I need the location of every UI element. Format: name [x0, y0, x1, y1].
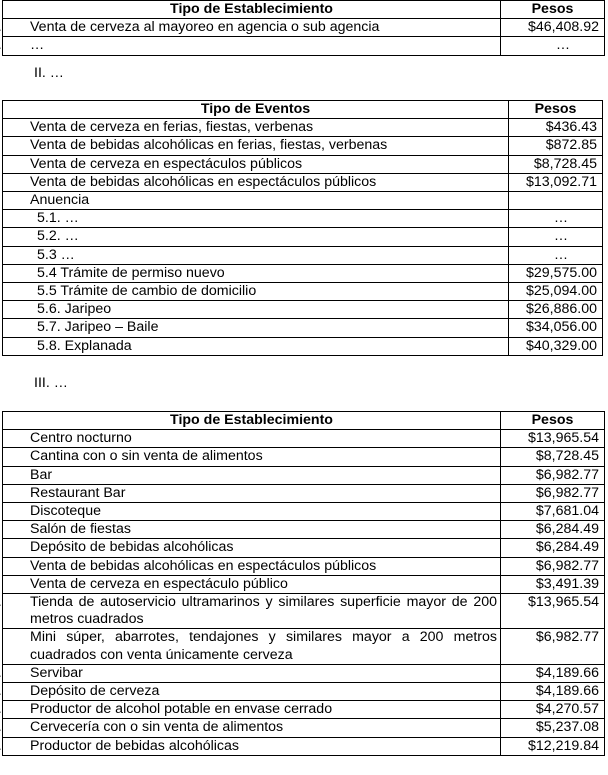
row-price: $6,982.77 [501, 629, 605, 664]
row-number [6, 485, 30, 502]
row-price: $40,329.00 [509, 337, 603, 355]
table-row [3, 264, 603, 282]
table-row [3, 319, 603, 337]
row-description [3, 719, 501, 737]
table-establecimiento-top [2, 0, 605, 56]
row-text: Venta de cerveza al mayoreo en agencia o sub agencia [30, 19, 380, 36]
row-price: $436.43 [509, 119, 603, 137]
row-text: Discoteque [30, 503, 101, 520]
table-row [3, 173, 603, 191]
section-iii: III. … [34, 375, 68, 391]
row-text: Anuencia [30, 192, 90, 209]
row-number [6, 576, 30, 593]
table-row [3, 539, 605, 557]
row-description [3, 737, 501, 755]
row-description [3, 503, 501, 521]
table-row [3, 484, 605, 502]
row-price: $46,408.92 [501, 19, 605, 37]
table-row [3, 19, 605, 37]
col-header-price: Pesos [509, 101, 603, 119]
row-text: Productor de bebidas alcohólicas [30, 737, 240, 754]
row-text: 5.2. … [37, 228, 79, 245]
row-number [6, 430, 30, 447]
row-price: $8,728.45 [509, 155, 603, 173]
row-price: $3,491.39 [501, 575, 605, 593]
row-number [6, 37, 30, 54]
row-text: 5.6. Jaripeo [37, 301, 112, 318]
table-row [3, 155, 603, 173]
row-price: $13,092.71 [509, 173, 603, 191]
row-price: $872.85 [509, 137, 603, 155]
row-price: … [501, 37, 605, 55]
table-establecimiento [2, 411, 605, 756]
row-price: $6,982.77 [501, 557, 605, 575]
col-header-type: Tipo de Establecimiento [3, 412, 501, 430]
table-body [3, 19, 605, 55]
row-description [3, 701, 501, 719]
table-row [3, 594, 605, 629]
table-row [3, 664, 605, 682]
row-price: … [509, 228, 603, 246]
row-number [6, 629, 30, 646]
row-text: … [30, 37, 45, 54]
row-description [3, 155, 509, 173]
table-row [3, 466, 605, 484]
row-number [6, 174, 30, 191]
row-text: Servibar [30, 664, 83, 681]
row-description [3, 430, 501, 448]
row-number [6, 738, 30, 755]
row-text: Venta de bebidas alcohólicas en espectáculos públicos [30, 173, 377, 190]
table-row [3, 119, 603, 137]
row-description [3, 210, 509, 228]
row-price: $13,965.54 [501, 430, 605, 448]
table-row [3, 228, 603, 246]
table-row [3, 283, 603, 301]
row-number [6, 156, 30, 173]
row-description [3, 557, 501, 575]
row-price: $26,886.00 [509, 301, 603, 319]
row-text: Centro nocturno [30, 430, 132, 447]
row-text: 5.3 … [37, 246, 75, 263]
row-number [6, 19, 30, 36]
row-description [3, 264, 509, 282]
col-header-price: Pesos [501, 1, 605, 19]
row-price: $29,575.00 [509, 264, 603, 282]
row-price: … [509, 210, 603, 228]
row-price: $8,728.45 [501, 448, 605, 466]
table-row [3, 192, 603, 210]
row-number [6, 503, 30, 520]
row-price: $4,189.66 [501, 664, 605, 682]
table-body [3, 430, 605, 756]
row-price: $34,056.00 [509, 319, 603, 337]
row-text: Salón de fiestas [30, 521, 131, 538]
row-text: Productor de alcohol potable en envase cerrado [30, 701, 333, 718]
row-text: Bar [30, 466, 53, 483]
row-text: 5.8. Explanada [37, 337, 132, 354]
row-number [6, 683, 30, 700]
row-price: $7,681.04 [501, 503, 605, 521]
row-price: $4,189.66 [501, 683, 605, 701]
table-body [3, 119, 603, 356]
row-number [6, 539, 30, 556]
row-number [6, 119, 30, 136]
row-price [509, 192, 603, 210]
row-price: $6,284.49 [501, 539, 605, 557]
row-price: $25,094.00 [509, 283, 603, 301]
row-description [3, 629, 501, 664]
row-number [6, 701, 30, 718]
row-text: Venta de bebidas alcohólicas en espectáculos públicos [30, 557, 377, 574]
row-number [6, 521, 30, 538]
col-header-price: Pesos [501, 412, 605, 430]
row-number [6, 594, 30, 611]
table-row [3, 701, 605, 719]
row-number [6, 448, 30, 465]
row-description [3, 283, 509, 301]
row-description [3, 448, 501, 466]
table-row [3, 503, 605, 521]
row-text: Depósito de cerveza [30, 683, 160, 700]
row-text: Venta de cerveza en espectáculos públicos [30, 155, 303, 172]
row-description [3, 539, 501, 557]
row-description [3, 664, 501, 682]
row-description [3, 19, 501, 37]
row-text: Depósito de bebidas alcohólicas [30, 539, 234, 556]
table-header-row [3, 412, 605, 430]
row-description [3, 173, 509, 191]
row-description [3, 228, 509, 246]
table-row [3, 37, 605, 55]
table-row [3, 430, 605, 448]
row-price: … [509, 246, 603, 264]
row-description [3, 301, 509, 319]
table-row [3, 246, 603, 264]
row-description [3, 466, 501, 484]
col-header-type: Tipo de Establecimiento [3, 1, 501, 19]
row-number [6, 719, 30, 736]
table-row [3, 210, 603, 228]
table-row [3, 337, 603, 355]
row-price: $4,270.57 [501, 701, 605, 719]
row-number [6, 192, 30, 209]
row-description [3, 319, 509, 337]
row-text: Cantina con o sin venta de alimentos [30, 448, 263, 465]
row-text: Venta de bebidas alcohólicas en ferias, fiestas, verbenas [30, 137, 388, 154]
row-description [3, 137, 509, 155]
section-ii: II. … [34, 65, 64, 81]
row-text: 5.1. … [37, 210, 79, 227]
table-row [3, 683, 605, 701]
row-price: $6,982.77 [501, 484, 605, 502]
table-row [3, 557, 605, 575]
row-number [6, 665, 30, 682]
table-row [3, 137, 603, 155]
row-price: $6,284.49 [501, 521, 605, 539]
row-price: $5,237.08 [501, 719, 605, 737]
row-description [3, 246, 509, 264]
row-text: Venta de cerveza en ferias, fiestas, verbenas [30, 119, 314, 136]
row-description [3, 683, 501, 701]
row-text: Mini súper, abarrotes, tendajones y similares mayor a 200 metros cuadrados con venta únicamente cerveza [30, 629, 497, 663]
row-price: $12,219.84 [501, 737, 605, 755]
row-text: Restaurant Bar [30, 484, 126, 501]
row-number [6, 137, 30, 154]
row-text: 5.5 Trámite de cambio de domicilio [37, 283, 257, 300]
row-description [3, 484, 501, 502]
table-header-row [3, 101, 603, 119]
table-eventos [2, 100, 603, 356]
table-row [3, 629, 605, 664]
col-header-type: Tipo de Eventos [3, 101, 509, 119]
row-text: 5.7. Jaripeo – Baile [37, 319, 159, 336]
row-description [3, 521, 501, 539]
table-row [3, 448, 605, 466]
row-number [6, 558, 30, 575]
row-description [3, 192, 509, 210]
table-row [3, 719, 605, 737]
row-description [3, 337, 509, 355]
row-price: $6,982.77 [501, 466, 605, 484]
row-description [3, 594, 501, 629]
table-row [3, 575, 605, 593]
table-row [3, 737, 605, 755]
row-description [3, 37, 501, 55]
row-text: Venta de cerveza en espectáculo público [30, 575, 288, 592]
row-text: Tienda de autoservicio ultramarinos y similares superficie mayor de 200 metros cuadrados [30, 594, 497, 628]
table-row [3, 301, 603, 319]
row-text: 5.4 Trámite de permiso nuevo [37, 264, 225, 281]
row-price: $13,965.54 [501, 594, 605, 629]
row-text: Cervecería con o sin venta de alimentos [30, 719, 284, 736]
row-description [3, 119, 509, 137]
table-row [3, 521, 605, 539]
table-header-row [3, 1, 605, 19]
row-description [3, 575, 501, 593]
row-number [6, 467, 30, 484]
